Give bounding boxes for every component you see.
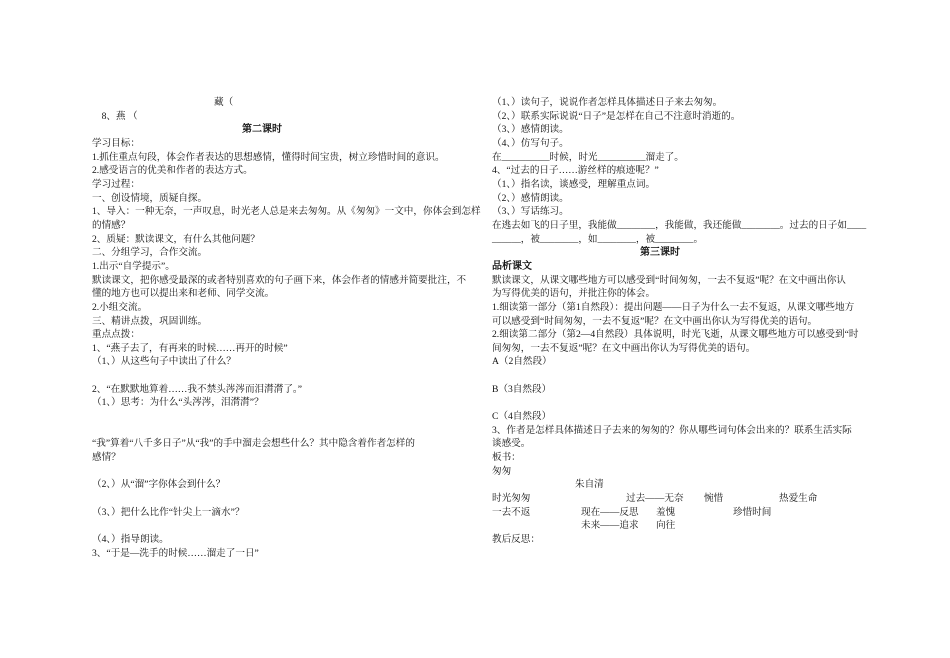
lesson-2-title: 第二课时 bbox=[242, 124, 282, 136]
writing-line: ______，被________，如________，被________。 bbox=[492, 233, 704, 245]
part-1-line: 可以感受到“时间匆匆，一去不复返”呢？在文中画出你认为写得优美的语句。 bbox=[492, 315, 818, 327]
writing-line: 在逃去如飞的日子里，我能做________，我能做，我还能做________。过去的日子如____ bbox=[492, 219, 867, 231]
part-3-line: 3、作者是怎样具体描述日子去来的匆匆的？你从哪些词句体会出来的？联系生活实际 bbox=[492, 424, 852, 436]
intro-line: 默读课文，从课文哪些地方可以感受到“时间匆匆，一去不复返”呢？在文中画出你认 bbox=[492, 274, 846, 286]
discussion-line: “我”算着“八千多日子”从“我”的手中溜走会想些什么？其中隐含着作者怎样的 bbox=[92, 438, 415, 450]
board-left-item: 时光匆匆 bbox=[492, 493, 531, 505]
spacer bbox=[492, 396, 932, 410]
spacer bbox=[92, 410, 488, 424]
question-line: （1、）读句子，说说作者怎样具体描述日子来去匆匆。 bbox=[492, 97, 723, 108]
process-heading: 学习过程： bbox=[92, 178, 140, 190]
board-feeling-item: 羞愧 bbox=[656, 506, 676, 518]
question-line: （3、）感情朗读。 bbox=[492, 124, 569, 136]
question-line: （1、）从这些句子中读出了什么？ bbox=[92, 356, 236, 368]
board-theme-item: 珍惜时间 bbox=[733, 506, 772, 518]
board-row bbox=[492, 519, 932, 533]
question-line: （1、）指名读，谈感受，理解重点词。 bbox=[492, 178, 656, 190]
quote-line: 1、“燕子去了，有再来的时候……再开的时候” bbox=[92, 342, 288, 354]
spacer bbox=[92, 465, 488, 479]
right-column bbox=[492, 96, 932, 547]
paragraph-label: B（3自然段） bbox=[492, 383, 552, 395]
board-row bbox=[492, 492, 932, 506]
vocab-item-1: 8、燕 （ bbox=[101, 110, 138, 122]
part-1-heading: 一、创设情境，质疑自探。 bbox=[92, 192, 208, 204]
quote-line: 4、“过去的日子……游丝样的痕迹呢？” bbox=[492, 165, 659, 177]
part-3-heading: 三、精讲点拨，巩固训练。 bbox=[92, 315, 208, 327]
board-feeling-item: 向往 bbox=[656, 520, 676, 532]
quote-line: 2、“在默默地算着……我不禁头涔涔而泪潸潸了。” bbox=[92, 383, 302, 395]
prompt-text-line: 懂的地方也可以提出来和老师、同学交流。 bbox=[92, 288, 275, 300]
board-time-item: 现在——反思 bbox=[581, 506, 639, 518]
prompt-line: 1.出示“自学提示”。 bbox=[92, 260, 175, 272]
fill-in-line: 在__________时候，时光__________溜走了。 bbox=[492, 151, 684, 163]
question-line: （2、）联系实际说说“日子”是怎样在自己不注意时消逝的。 bbox=[492, 110, 741, 122]
objectives-heading: 学习目标： bbox=[92, 137, 140, 149]
quote-line: 3、“于是—洗手的时候……溜走了一日” bbox=[92, 547, 259, 559]
vocab-line bbox=[92, 96, 488, 122]
spacer bbox=[92, 110, 488, 124]
question-line: （2、）从“溜”字你体会到什么？ bbox=[92, 479, 226, 491]
focus-heading: 重点点拨： bbox=[92, 329, 140, 341]
question-line: （1、）思考：为什么“头涔涔，泪潸潸”？ bbox=[92, 397, 264, 409]
intro-line: 为写得优美的语句，并批注你的体会。 bbox=[492, 288, 656, 300]
section-heading: 品析课文 bbox=[492, 260, 532, 272]
spacer bbox=[92, 519, 488, 533]
spacer bbox=[92, 369, 488, 383]
board-feeling-item: 惋惜 bbox=[704, 493, 724, 505]
question-line: （4、）仿写句子。 bbox=[492, 137, 569, 149]
board-time-item: 过去——无奈 bbox=[626, 493, 684, 505]
spacer bbox=[492, 369, 932, 383]
group-line: 2.小组交流。 bbox=[92, 301, 148, 313]
board-theme-item: 热爱生命 bbox=[779, 493, 818, 505]
lesson-3-title: 第三课时 bbox=[640, 247, 680, 259]
spacer bbox=[92, 492, 488, 506]
paragraph-label: A（2自然段） bbox=[492, 356, 552, 368]
board-left-item: 一去不返 bbox=[492, 506, 531, 518]
intro-line: 1、导入：一种无奈，一声叹息，时光老人总是来去匆匆。从《匆匆》一文中，你体会到怎样 bbox=[92, 206, 481, 218]
spacer bbox=[92, 424, 488, 438]
part-2-heading: 二、分组学习，合作交流。 bbox=[92, 247, 208, 259]
discussion-line: 感情？ bbox=[92, 452, 121, 464]
paragraph-label: C（4自然段） bbox=[492, 411, 552, 423]
part-2-line: 间匆匆，一去不复返”呢？在文中画出你认为写得优美的语句。 bbox=[492, 342, 756, 354]
part-1-line: 1.细读第一部分（第1自然段）：提出问题——日子为什么一去不复返，从课文哪些地方 bbox=[492, 301, 855, 313]
question-line: 2、质疑：默读课文，有什么其他问题？ bbox=[92, 233, 260, 245]
question-line: （3、）写话练习。 bbox=[492, 206, 569, 218]
part-2-line: 2.细读第二部分（第2—4自然段）具体说明，时光飞逝，从课文哪些地方可以感受到“时 bbox=[492, 329, 859, 341]
question-line: （3、）把什么比作“针尖上一滴水”？ bbox=[92, 506, 245, 518]
reflection-heading: 教后反思： bbox=[492, 534, 540, 545]
objective-item: 1.抓住重点句段，体会作者表达的思想感情，懂得时间宝贵，树立珍惜时间的意识。 bbox=[92, 151, 445, 163]
part-3-line: 谈感受。 bbox=[492, 438, 531, 450]
left-column bbox=[92, 96, 488, 560]
board-title: 匆匆 bbox=[492, 465, 512, 477]
prompt-text-line: 默读课文，把你感受最深的或者特别喜欢的句子画下来，体会作者的情感并简要批注，不 bbox=[92, 274, 467, 286]
question-line: （4、）指导朗读。 bbox=[92, 534, 169, 545]
objective-item: 2.感受语言的优美和作者的表达方式。 bbox=[92, 165, 253, 177]
board-row bbox=[492, 506, 932, 520]
vocab-item-2: 藏（ bbox=[214, 97, 234, 108]
intro-line: 的情感？ bbox=[92, 219, 131, 231]
question-line: （2、）感情朗读。 bbox=[492, 192, 569, 204]
board-author: 朱自清 bbox=[575, 479, 604, 491]
board-heading: 板书： bbox=[492, 452, 521, 464]
board-time-item: 未来——追求 bbox=[581, 520, 639, 532]
